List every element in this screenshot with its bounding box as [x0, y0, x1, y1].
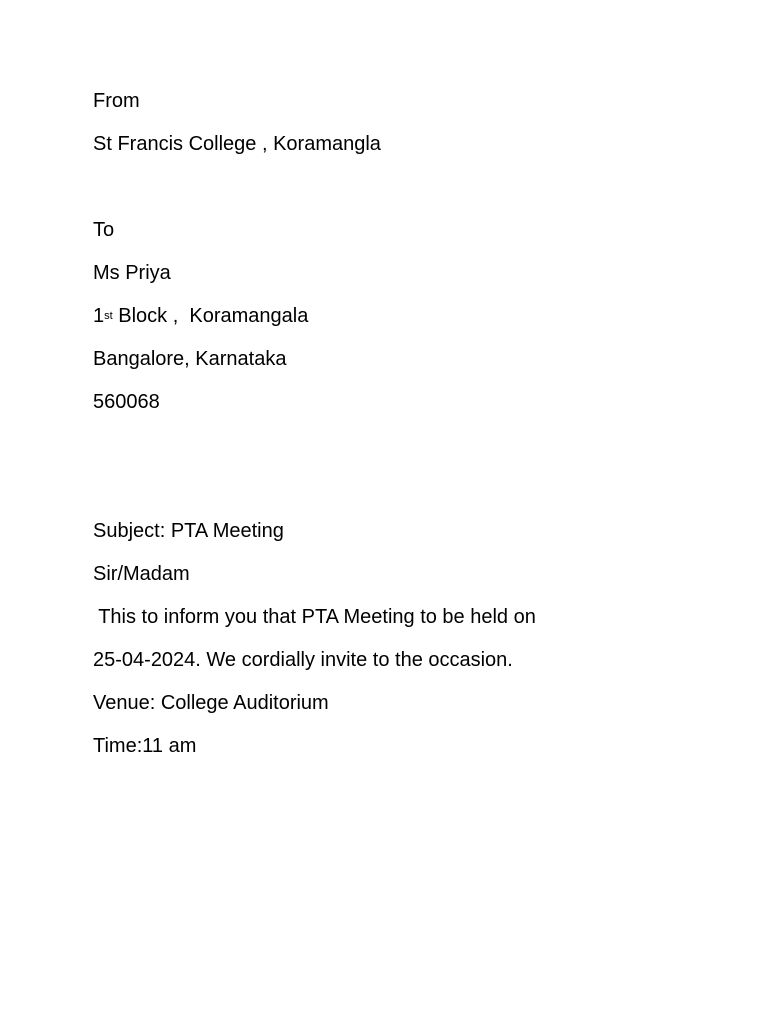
from-label: From [93, 90, 140, 112]
recipient-name: Ms Priya [93, 262, 171, 284]
block-superscript: st [104, 310, 113, 322]
subject-line: Subject: PTA Meeting [93, 520, 284, 542]
recipient-pincode: 560068 [93, 391, 160, 413]
recipient-block [93, 304, 308, 328]
body-line-1: This to inform you that PTA Meeting to be held on [93, 606, 536, 628]
body-line-2: 25-04-2024. We cordially invite to the occasion. [93, 649, 513, 671]
block-number: 1 [93, 305, 105, 327]
sender-address: St Francis College , Koramangla [93, 133, 381, 155]
to-label: To [93, 219, 115, 241]
salutation: Sir/Madam [93, 563, 190, 585]
time-line: Time:11 am [93, 735, 197, 757]
recipient-city-state: Bangalore, Karnataka [93, 348, 287, 370]
venue-line: Venue: College Auditorium [93, 692, 329, 714]
block-rest: Block , Koramangala [112, 305, 309, 327]
